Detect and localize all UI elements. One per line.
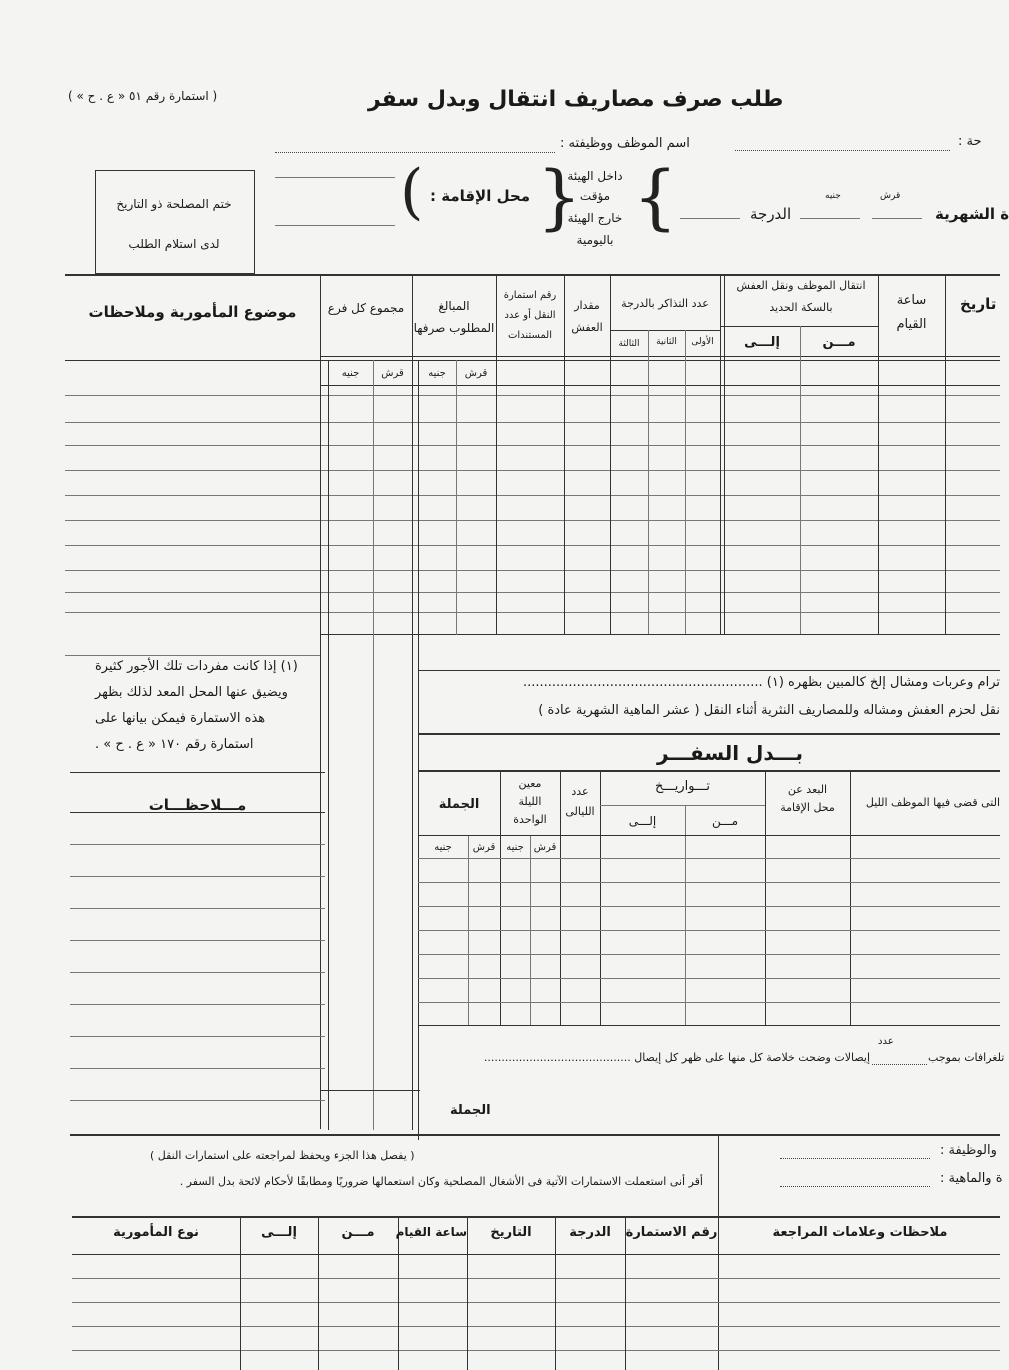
col-line xyxy=(610,274,611,634)
col-line xyxy=(373,360,374,1130)
nightly-header-1: معين xyxy=(518,777,542,790)
form-no-header-1: رقم استمارة xyxy=(503,290,557,301)
travel-row xyxy=(418,882,1000,883)
dept-field[interactable] xyxy=(735,150,950,151)
transport-sub-border xyxy=(720,326,878,327)
nightly-pound: جنيه xyxy=(506,842,524,853)
remarks-title: مـــلاحظـــات xyxy=(148,796,247,814)
remarks-line[interactable] xyxy=(70,1068,325,1069)
transport-header-1: انتقال الموظف ونقل العفش xyxy=(736,279,866,292)
nightly-piaster: قرش xyxy=(533,842,557,853)
class-first: الأولى xyxy=(691,337,714,347)
col-line xyxy=(320,274,321,1129)
remarks-line[interactable] xyxy=(70,844,325,845)
residence-paren: ( xyxy=(400,157,424,227)
col-to: إلـــى xyxy=(261,1225,297,1240)
col-line-double xyxy=(724,274,725,634)
salary-piaster-field[interactable] xyxy=(872,218,922,219)
branch-pound: جنيه xyxy=(341,368,360,379)
travel-header-bottom xyxy=(418,835,1000,836)
stamp-line1: ختم المصلحة ذو التاريخ xyxy=(116,197,232,211)
place-header: التى قضى فيها الموظف الليل xyxy=(865,796,1000,809)
bottom-row xyxy=(72,1350,1000,1351)
departure-header-2: القيام xyxy=(896,317,927,332)
travel-row xyxy=(418,954,1000,955)
grade-label: الدرجة xyxy=(750,205,792,223)
travel-col xyxy=(685,805,686,1025)
amounts-header-1: المبالغ xyxy=(438,299,470,313)
dates-to-header: إلـــى xyxy=(628,814,657,828)
row-line xyxy=(65,445,1000,446)
employee-label: اسم الموظف ووظيفته : xyxy=(560,136,690,151)
left-brace: } xyxy=(537,156,582,238)
col-review-remarks: ملاحظات وعلامات المراجعة xyxy=(772,1225,948,1240)
footnote-line4: استمارة رقم ١٧٠ « ع . ح » . xyxy=(95,737,254,752)
option-inside: داخل الهيئة xyxy=(567,169,623,183)
option-temporary: مؤقت xyxy=(579,189,611,203)
dept-label: حة : xyxy=(958,134,982,149)
col-from: مـــن xyxy=(341,1225,375,1240)
remarks-line[interactable] xyxy=(70,876,325,877)
row-line xyxy=(65,570,1000,571)
remarks-header-border xyxy=(70,812,325,813)
bottom-divider xyxy=(718,1134,719,1370)
from-header: مـــن xyxy=(822,335,856,350)
job-label: والوظيفة : xyxy=(940,1143,997,1158)
telegrams-label: تلغرافات بموجب xyxy=(928,1051,1005,1064)
grade-field[interactable] xyxy=(680,218,740,219)
remarks-line[interactable] xyxy=(70,940,325,941)
receipts-count-field[interactable] xyxy=(872,1064,927,1065)
footnote-line3: هذه الاستمارة فيمكن بيانها على xyxy=(95,711,266,726)
row-line xyxy=(65,612,1000,613)
row-line xyxy=(65,422,1000,423)
bottom-table-header-bottom xyxy=(72,1254,1000,1255)
travel-row xyxy=(418,858,1000,859)
residence-line-2[interactable] xyxy=(275,225,395,226)
header-bottom-border xyxy=(320,356,1000,357)
nightly-header-3: الواحدة xyxy=(513,813,547,826)
bottom-table-top xyxy=(72,1216,1000,1218)
travel-total-header: الجملة xyxy=(438,797,480,812)
form-no-header-2: النقل أو عدد xyxy=(504,310,556,321)
remarks-line[interactable] xyxy=(70,908,325,909)
col-line xyxy=(496,274,497,634)
branch-piaster: قرش xyxy=(381,368,404,379)
col-departure: ساعة القيام xyxy=(395,1225,467,1239)
row-line xyxy=(65,592,1000,593)
salary-field[interactable] xyxy=(780,1186,930,1187)
travel-row xyxy=(418,930,1000,931)
travel-header-top xyxy=(418,770,1000,772)
travel-row xyxy=(418,906,1000,907)
class-third: الثالثة xyxy=(618,339,640,349)
remarks-top-border xyxy=(70,772,325,773)
residence-label: محل الإقامة : xyxy=(430,187,531,205)
travel-row xyxy=(418,1002,1000,1003)
amounts-header-2: المطلوب صرفها xyxy=(413,321,495,335)
table-body-bottom xyxy=(320,634,1000,635)
nights-header-2: الليالى xyxy=(565,805,595,818)
form-no-header-3: المستندات xyxy=(507,330,552,341)
col-line xyxy=(800,326,801,634)
class-second: الثانية xyxy=(656,337,677,347)
baggage-header-2: العفش xyxy=(571,321,603,334)
date-header: تاريخ xyxy=(960,295,997,313)
footnote-line1: (١) إذا كانت مفردات تلك الأجور كثيرة xyxy=(95,659,298,674)
salary-label: ة والماهية : xyxy=(940,1171,1003,1186)
dates-sub-border xyxy=(600,805,765,806)
tickets-sub-border xyxy=(610,330,720,331)
amount-pound: جنيه xyxy=(428,368,446,379)
baggage-header-1: مقدار xyxy=(574,299,600,312)
travel-col xyxy=(500,770,501,1025)
distance-header-1: البعد عن xyxy=(787,783,828,796)
table-top-border xyxy=(65,274,1000,276)
col-line-double xyxy=(418,360,419,1140)
branch-total-header: مجموع كل فرع xyxy=(327,301,405,315)
row-line xyxy=(65,495,1000,496)
col-line xyxy=(685,330,686,634)
remarks-line[interactable] xyxy=(70,1100,325,1101)
travel-col xyxy=(850,770,851,1025)
packing-line: نقل لحزم العفش ومشاله وللمصاريف النثرية أثناء النقل ( عشر الماهية الشهرية عادة ) xyxy=(538,703,1000,718)
col-line xyxy=(456,360,457,635)
footnote-line2: ويضيق عنها المحل المعد لذلك بظهر xyxy=(95,685,288,700)
option-outside: خارج الهيئة xyxy=(567,211,623,225)
col-line xyxy=(648,330,649,634)
travel-allowance-title: بـــدل السفـــر xyxy=(657,741,803,765)
row-line xyxy=(65,470,1000,471)
dates-from-header: مـــن xyxy=(711,814,739,828)
col-line-double xyxy=(328,360,329,1130)
detach-note: ( يفصل هذا الجزء ويحفظ لمراجعته على استمارات النقل ) xyxy=(150,1149,415,1162)
remarks-line[interactable] xyxy=(70,1036,325,1037)
page-title: طلب صرف مصاريف انتقال وبدل سفر xyxy=(368,87,784,112)
employee-field[interactable] xyxy=(275,152,555,153)
option-daily: باليومية xyxy=(576,233,614,247)
col-mission-type: نوع المأمورية xyxy=(113,1225,199,1240)
dates-header: تـــواريـــخ xyxy=(654,779,711,794)
detach-border xyxy=(70,1134,1000,1136)
residence-line-1[interactable] xyxy=(275,177,395,178)
travel-top-border xyxy=(418,733,1000,735)
col-line xyxy=(412,274,413,1130)
nights-header-1: عدد xyxy=(571,785,589,798)
amount-piaster: قرش xyxy=(464,368,488,379)
col-date: التاريخ xyxy=(490,1225,532,1240)
currency-row-border xyxy=(320,385,1000,386)
nightly-header-2: الليلة xyxy=(518,795,542,808)
header-bottom-double xyxy=(65,360,1000,361)
to-header: إلـــى xyxy=(744,335,780,350)
col-grade: الدرجة xyxy=(569,1225,611,1240)
grand-total-label: الجملة xyxy=(450,1103,491,1118)
job-field[interactable] xyxy=(780,1158,930,1159)
stamp-line2: لدى استلام الطلب xyxy=(128,237,220,251)
tickets-header: عدد التذاكر بالدرجة xyxy=(621,297,709,310)
form-number: ( استمارة رقم ٥١ « ع . ح » ) xyxy=(68,89,218,103)
piaster-label: قرش xyxy=(880,191,901,201)
row-line xyxy=(65,395,1000,396)
bottom-row xyxy=(72,1302,1000,1303)
right-brace: { xyxy=(633,156,678,238)
receipts-text: إيصالات وضحت خلاصة كل منها على ظهر كل إيصال .......................................... xyxy=(483,1051,870,1064)
travel-row xyxy=(418,978,1000,979)
travel-col xyxy=(600,770,601,1025)
row-line xyxy=(65,545,1000,546)
distance-header-2: محل الإقامة xyxy=(780,801,835,814)
bottom-row xyxy=(72,1326,1000,1327)
salary-pound-field[interactable] xyxy=(800,218,860,219)
row-line xyxy=(65,655,320,656)
transport-header-2: بالسكة الحديد xyxy=(769,301,833,314)
travel-body-bottom xyxy=(418,1025,1000,1026)
remarks-line[interactable] xyxy=(70,1004,325,1005)
porter-top-border xyxy=(418,670,1000,671)
travel-total-piaster: قرش xyxy=(472,842,496,853)
porter-line: ترام وعربات ومشال إلخ كالمبين بظهره (١) .......................................................... xyxy=(522,675,1000,690)
monthly-label: ة الشهرية xyxy=(935,205,1009,223)
bottom-row xyxy=(72,1278,1000,1279)
col-line xyxy=(720,274,721,634)
total-line xyxy=(320,1090,420,1091)
departure-header-1: ساعة xyxy=(896,293,927,308)
travel-total-pound: جنيه xyxy=(434,842,452,853)
remarks-line[interactable] xyxy=(70,972,325,973)
pound-label: جنيه xyxy=(825,191,841,201)
stamp-box xyxy=(95,170,255,274)
receipts-count-label: عدد xyxy=(878,1036,894,1047)
col-form-number: رقم الاستمارة xyxy=(625,1225,718,1240)
declaration: أقر أنى استعملت الاستمارات الآتية فى الأشغال المصلحية وكان استعمالها ضروريًا ومطابقًا لأحكام لائحة بدل السفر . xyxy=(179,1175,703,1188)
row-line xyxy=(65,520,1000,521)
col-line xyxy=(945,274,946,634)
subject-header: موضوع المأمورية وملاحظات xyxy=(88,303,297,321)
